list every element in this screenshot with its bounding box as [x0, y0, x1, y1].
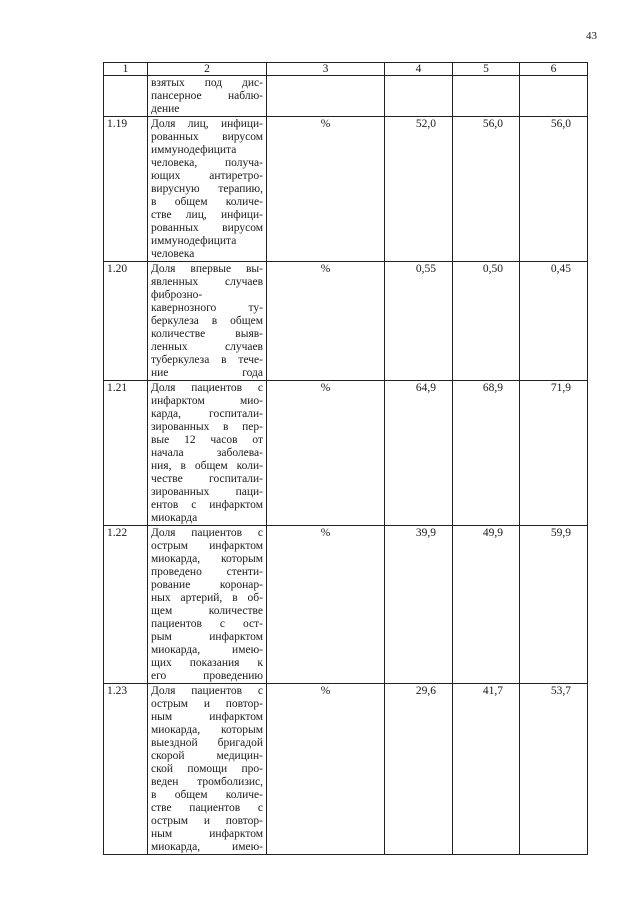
indicator-description: [148, 526, 267, 684]
description-line: острым и повтор-: [151, 815, 263, 827]
description-line: пансерное наблю-: [151, 90, 263, 102]
row-number: [104, 76, 148, 117]
description-line: ской помощи про-: [151, 763, 263, 775]
value-cell-v6: 0,45: [520, 262, 588, 381]
value-cell-v4: 64,9: [385, 381, 453, 526]
value-cell-v6: 71,9: [520, 381, 588, 526]
description-line: ным инфарктом: [151, 711, 263, 723]
description-line: честве госпитали-: [151, 473, 263, 485]
description-line: пациентов с ост-: [151, 618, 263, 630]
value-cell-v5: [453, 76, 520, 117]
description-line: карда, госпитали-: [151, 408, 263, 420]
description-line: миокарда, которым: [151, 724, 263, 736]
description-line: кавернозного ту-: [151, 302, 263, 314]
description-line: рованных вирусом: [151, 131, 263, 143]
description-line: в общем количе-: [151, 196, 263, 208]
description-line: зированных паци-: [151, 486, 263, 498]
row-number: 1.23: [104, 684, 148, 855]
value-cell-v6: 59,9: [520, 526, 588, 684]
value-cell-v4: 29,6: [385, 684, 453, 855]
description-line: Доля лиц, инфици-: [151, 118, 263, 130]
description-line: Доля впервые вы-: [151, 263, 263, 275]
description-line: дение: [151, 103, 180, 115]
description-line: вые 12 часов от: [151, 434, 263, 446]
description-line: ленных случаев: [151, 341, 263, 353]
description-line: Доля пациентов с: [151, 382, 263, 394]
column-header: 1: [104, 63, 148, 76]
table-row: [104, 262, 588, 381]
description-line: туберкулеза в тече-: [151, 354, 263, 366]
description-line: начала заболева-: [151, 447, 263, 459]
description-line: иммунодефицита: [151, 144, 237, 156]
description-line: инфарктом мио-: [151, 395, 263, 407]
description-line: проведено стенти-: [151, 566, 263, 578]
table-row: [104, 526, 588, 684]
value-cell-v4: [385, 76, 453, 117]
description-line: фиброзно-: [151, 289, 203, 301]
description-line: стве лиц, инфици-: [151, 209, 263, 221]
description-line: иммунодефицита: [151, 235, 237, 247]
description-line: ентов с инфарктом: [151, 499, 263, 511]
description-line: ние года: [151, 367, 263, 379]
description-line: его проведению: [151, 670, 263, 682]
unit-cell: %: [267, 262, 385, 381]
indicator-description: [148, 262, 267, 381]
description-line: ным инфарктом: [151, 828, 263, 840]
value-cell-v6: [520, 76, 588, 117]
description-line: вирусную терапию,: [151, 183, 263, 195]
description-line: острым и повтор-: [151, 698, 263, 710]
value-cell-v4: 39,9: [385, 526, 453, 684]
page-number: 43: [586, 30, 597, 42]
description-line: Доля пациентов с: [151, 527, 263, 539]
description-line: в общем количе-: [151, 789, 263, 801]
description-line: острым инфарктом: [151, 540, 263, 552]
description-line: зированных в пер-: [151, 421, 263, 433]
column-header: 2: [148, 63, 267, 76]
row-number: 1.21: [104, 381, 148, 526]
description-line: рованных вирусом: [151, 222, 263, 234]
description-line: миокарда, которым: [151, 553, 263, 565]
indicator-description: [148, 117, 267, 262]
description-line: веден тромболизис,: [151, 776, 263, 788]
description-line: щем количестве: [151, 605, 263, 617]
description-line: стве пациентов с: [151, 802, 263, 814]
value-cell-v4: 0,55: [385, 262, 453, 381]
value-cell-v5: 68,9: [453, 381, 520, 526]
column-header: 6: [520, 63, 588, 76]
column-header: 4: [385, 63, 453, 76]
unit-cell: %: [267, 381, 385, 526]
indicator-description: [148, 76, 267, 117]
unit-cell: %: [267, 526, 385, 684]
description-line: ющих антиретро-: [151, 170, 263, 182]
description-line: ных артерий, в об-: [151, 592, 263, 604]
table-row: [104, 684, 588, 855]
indicator-description: [148, 684, 267, 855]
description-line: миокарда: [151, 512, 198, 524]
column-header: 5: [453, 63, 520, 76]
value-cell-v6: 56,0: [520, 117, 588, 262]
description-line: человека, получа-: [151, 157, 263, 169]
table-row: [104, 76, 588, 117]
table-header-row: [104, 63, 588, 76]
value-cell-v5: 41,7: [453, 684, 520, 855]
description-line: миокарда, имею-: [151, 644, 263, 656]
column-header: 3: [267, 63, 385, 76]
indicator-table: [103, 62, 588, 855]
description-line: скорой медицин-: [151, 750, 263, 762]
description-line: явленных случаев: [151, 276, 263, 288]
value-cell-v5: 49,9: [453, 526, 520, 684]
description-line: беркулеза в общем: [151, 315, 263, 327]
unit-cell: [267, 76, 385, 117]
value-cell-v5: 56,0: [453, 117, 520, 262]
unit-cell: %: [267, 117, 385, 262]
row-number: 1.19: [104, 117, 148, 262]
description-line: рым инфарктом: [151, 631, 263, 643]
description-line: выездной бригадой: [151, 737, 263, 749]
description-line: количестве выяв-: [151, 328, 263, 340]
indicator-description: [148, 381, 267, 526]
value-cell-v4: 52,0: [385, 117, 453, 262]
description-line: рование коронар-: [151, 579, 263, 591]
description-line: взятых под дис-: [151, 77, 263, 89]
value-cell-v5: 0,50: [453, 262, 520, 381]
description-line: щих показания к: [151, 657, 263, 669]
row-number: 1.22: [104, 526, 148, 684]
description-line: человека: [151, 248, 195, 260]
row-number: 1.20: [104, 262, 148, 381]
description-line: миокарда, имею-: [151, 841, 263, 853]
table-row: [104, 381, 588, 526]
description-line: ния, в общем коли-: [151, 460, 263, 472]
unit-cell: %: [267, 684, 385, 855]
description-line: Доля пациентов с: [151, 685, 263, 697]
value-cell-v6: 53,7: [520, 684, 588, 855]
table-row: [104, 117, 588, 262]
